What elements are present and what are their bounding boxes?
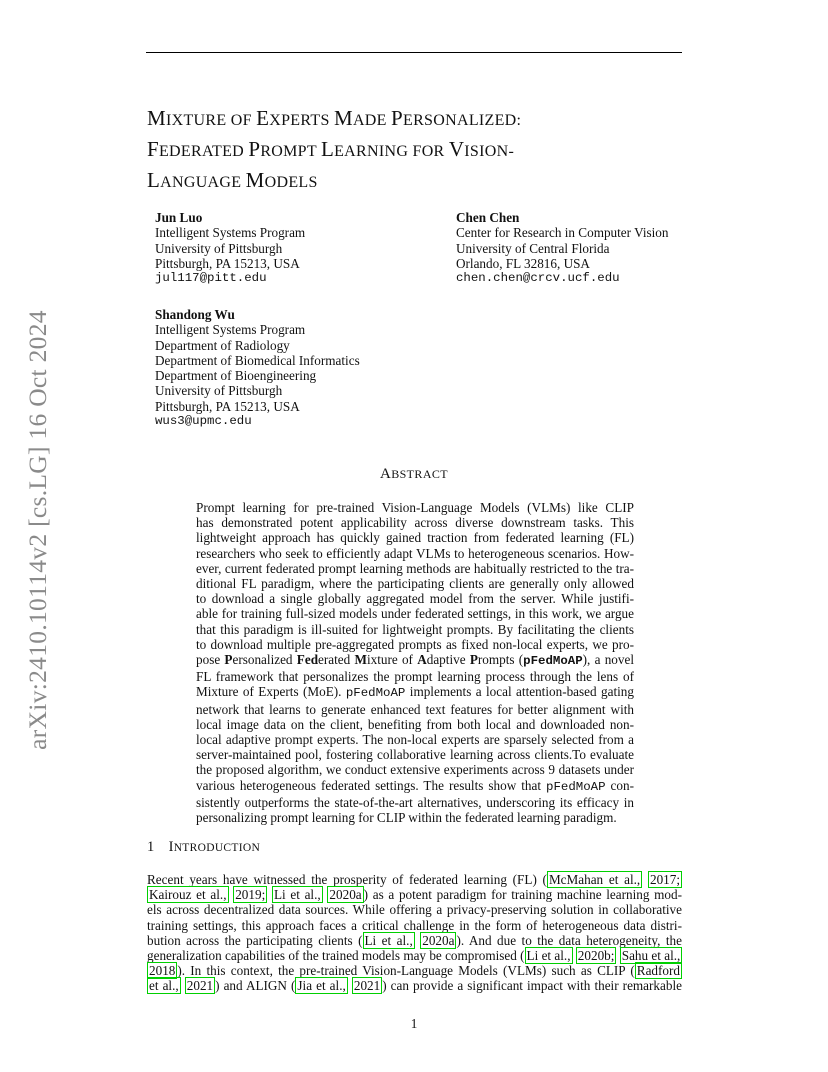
abstract-line: that this paradigm is ill-suited for lightweight prompts. By facilitating the clients bbox=[196, 621, 634, 637]
author-affiliation: University of Pittsburgh bbox=[155, 240, 283, 256]
intro-line: Kairouz et al., 2019; Li et al., 2020a ) as a potent paradigm for training machine learning mod- bbox=[149, 887, 683, 903]
author-affiliation: Orlando, FL 32816, USA bbox=[456, 255, 590, 271]
citation-link[interactable]: 2018 bbox=[149, 963, 176, 979]
section-heading-introduction: 1 INTRODUCTION bbox=[147, 839, 261, 855]
abstract-line: Prompt learning for pre-trained Vision-Language Models (VLMs) like CLIP bbox=[196, 500, 634, 515]
author-email: chen.chen@crcv.ucf.edu bbox=[456, 271, 620, 286]
author-affiliation: Department of Radiology bbox=[155, 337, 290, 353]
citation-link[interactable]: et al., bbox=[149, 978, 179, 994]
intro-line: training settings, this approach faces a critical challenge in the form of heterogeneous data distri- bbox=[147, 917, 682, 933]
abstract-line: has demonstrated potent applicability across diverse downstream tasks. This bbox=[196, 515, 634, 531]
abstract-line: researchers who seek to efficiently adapt VLMs to heterogeneous scenarios. How- bbox=[196, 545, 634, 561]
author-name: Shandong Wu bbox=[155, 307, 235, 322]
citation-link[interactable]: 2017; bbox=[649, 872, 681, 887]
abstract-line: to download a single globally aggregated model from the server. While justifi- bbox=[196, 591, 634, 607]
citation-link[interactable]: Li et al., bbox=[526, 948, 571, 964]
citation-link[interactable]: 2019; bbox=[235, 887, 266, 903]
author-email: wus3@upmc.edu bbox=[155, 414, 252, 429]
author-affiliation: Department of Bioengineering bbox=[155, 368, 317, 384]
author-affiliation: Intelligent Systems Program bbox=[155, 225, 306, 241]
intro-line: generalization capabilities of the trained models may be compromised ( Li et al., 2020b; Sahu et al., bbox=[147, 948, 681, 964]
abstract-line: lightweight approach has quickly gained traction from federated learning (FL) bbox=[196, 530, 634, 546]
citation-link[interactable]: 2021 bbox=[186, 978, 214, 994]
citation-link[interactable]: 2020a bbox=[329, 887, 362, 903]
citation-link[interactable]: Li et al., bbox=[364, 932, 413, 948]
author-affiliation: Department of Biomedical Informatics bbox=[155, 352, 360, 368]
section-number: 1 bbox=[147, 839, 155, 855]
author-name: Jun Luo bbox=[155, 210, 203, 225]
author-block-shandong-wu bbox=[155, 307, 360, 429]
citation-link[interactable]: Li et al., bbox=[273, 887, 321, 903]
citation-link[interactable]: Radford bbox=[636, 963, 680, 979]
intro-line: els across decentralized data sources. While offering a privacy-preserving solution in collaborative bbox=[147, 902, 682, 918]
author-affiliation: University of Pittsburgh bbox=[155, 383, 283, 399]
intro-line: Recent years have witnessed the prosperity of federated learning (FL) ( McMahan et al., 2017; bbox=[147, 872, 681, 887]
paper-title bbox=[147, 104, 687, 197]
abstract-line: FL framework that personalizes the prompt learning process through the lens of bbox=[196, 669, 634, 685]
intro-line: 2018 ). In this context, the pre-trained Vision-Language Models (VLMs) such as CLIP ( Radford bbox=[149, 963, 680, 979]
abstract-body bbox=[196, 500, 634, 825]
abstract-line: Mixture of Experts (MoE). pFedMoAP implements a local attention-based gating bbox=[196, 684, 634, 701]
header-rule bbox=[146, 52, 682, 53]
abstract-line: server-maintained pool, fostering collaborative learning across clients.To evaluate bbox=[196, 747, 634, 763]
abstract-line: ditional FL paradigm, where the participating clients are generally only allowed bbox=[196, 576, 634, 592]
method-name-code: pFedMoAP bbox=[523, 654, 583, 669]
abstract-line: ever, current federated prompt learning methods are habitually restricted to the tra- bbox=[196, 560, 634, 576]
citation-link[interactable]: 2021 bbox=[353, 978, 381, 994]
title-line-2: FEDERATED PROMPT LEARNING FOR VISION- bbox=[147, 137, 515, 161]
citation-link[interactable]: McMahan et al., bbox=[548, 872, 641, 887]
author-affiliation: Pittsburgh, PA 15213, USA bbox=[155, 255, 300, 271]
author-email: jul117@pitt.edu bbox=[155, 271, 267, 286]
author-affiliation: Intelligent Systems Program bbox=[155, 322, 306, 338]
intro-line: et al., 2021 ) and ALIGN ( Jia et al., 2021 ) can provide a significant impact with their remarkable bbox=[149, 978, 682, 994]
author-affiliation: University of Central Florida bbox=[456, 240, 610, 256]
title-line-3: LANGUAGE MODELS bbox=[147, 168, 318, 192]
citation-link[interactable]: 2020b; bbox=[577, 948, 615, 964]
page-number: 1 bbox=[410, 1016, 418, 1031]
author-name: Chen Chen bbox=[456, 210, 520, 225]
author-affiliation: Center for Research in Computer Vision bbox=[456, 225, 669, 241]
arxiv-identifier-stamp: arXiv:2410.10114v2 [cs.LG] 16 Oct 2024 bbox=[23, 310, 52, 750]
abstract-line-method-name: pose Personalized Federated Mixture of Adaptive Prompts (pFedMoAP), a novel bbox=[196, 652, 634, 669]
citation-link[interactable]: Jia et al., bbox=[297, 978, 346, 994]
introduction-body bbox=[147, 872, 682, 994]
abstract-line: local image data on the client, benefiting from both local and downloaded non- bbox=[196, 716, 634, 732]
method-name-code: pFedMoAP bbox=[345, 686, 406, 701]
citation-link[interactable]: 2020a bbox=[422, 932, 455, 948]
abstract-line: local adaptive prompt experts. The non-local experts are sparsely selected from a bbox=[196, 732, 634, 748]
abstract-line: sistently outperforms the state-of-the-art alternatives, underscoring its efficacy in bbox=[196, 794, 634, 810]
citation-link[interactable]: Sahu et al., bbox=[621, 948, 681, 964]
citation-link[interactable]: Kairouz et al., bbox=[149, 887, 227, 903]
abstract-line: various heterogeneous federated settings. The results show that pFedMoAP con- bbox=[196, 777, 634, 794]
method-name-code: pFedMoAP bbox=[546, 779, 606, 794]
abstract-heading: ABSTRACT bbox=[379, 466, 449, 482]
abstract-line: personalizing prompt learning for CLIP within the federated learning paradigm. bbox=[196, 810, 617, 826]
abstract-line: network that learns to generate enhanced text features for better alignment with bbox=[196, 701, 634, 717]
intro-line: bution across the participating clients ( Li et al., 2020a ). And due to the data heterogeneity, the bbox=[147, 932, 682, 948]
abstract-line: to download multiple pre-aggregated prompts as fixed non-local experts, we pro- bbox=[196, 636, 634, 652]
title-line-1: MIXTURE OF EXPERTS MADE PERSONALIZED: bbox=[147, 106, 522, 130]
abstract-line: the proposed algorithm, we conduct extensive experiments across 9 datasets under bbox=[196, 762, 634, 778]
abstract-line: able for training full-sized models under federated settings, in this work, we argue bbox=[196, 606, 634, 622]
author-affiliation: Pittsburgh, PA 15213, USA bbox=[155, 398, 300, 414]
author-block-chen-chen bbox=[456, 210, 668, 286]
author-block-jun-luo bbox=[155, 210, 305, 286]
